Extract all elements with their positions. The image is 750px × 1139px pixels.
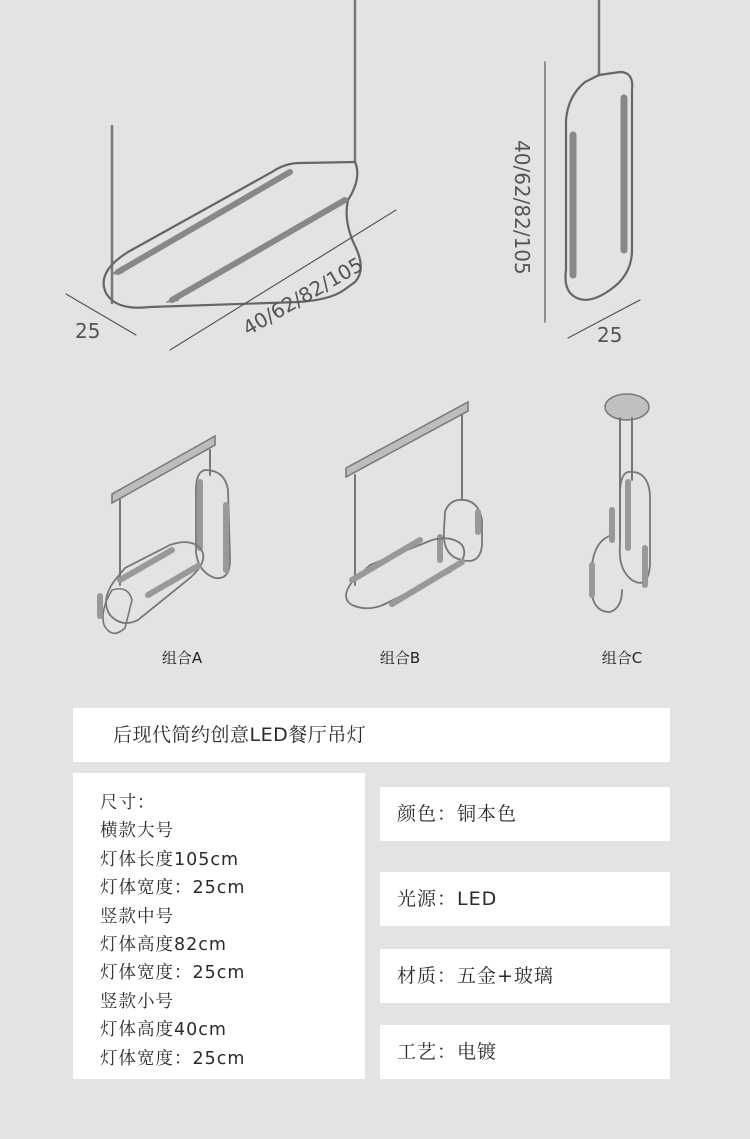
size-spec-card <box>73 773 365 1079</box>
horizontal-length-label: 40/62/82/105 <box>238 252 368 341</box>
material-attribute: 材质：五金+玻璃 <box>397 965 554 987</box>
combo-a-illustration <box>100 436 230 633</box>
horizontal-lamp-illustration <box>104 0 361 308</box>
spec-line: 灯体宽度：25cm <box>100 878 246 899</box>
product-title: 后现代简约创意LED餐厅吊灯 <box>113 724 367 746</box>
process-attribute: 工艺：电镀 <box>397 1041 498 1063</box>
combo-b-label: 组合B <box>379 649 421 667</box>
product-title-card <box>73 708 670 762</box>
combo-c-illustration <box>592 394 650 612</box>
spec-line: 灯体宽度：25cm <box>100 963 246 984</box>
vertical-depth-label: 25 <box>597 323 623 347</box>
spec-line: 横款大号 <box>100 821 174 842</box>
spec-line: 灯体长度105cm <box>100 849 240 870</box>
spec-line: 灯体宽度：25cm <box>100 1048 246 1069</box>
spec-line: 灯体高度82cm <box>100 935 227 956</box>
horizontal-depth-label: 25 <box>75 319 101 343</box>
material-attribute-card <box>380 949 670 1003</box>
spec-line: 竖款小号 <box>100 991 174 1012</box>
spec-line: 尺寸： <box>100 793 156 813</box>
light-source-attribute-card <box>380 872 670 926</box>
color-attribute: 颜色：铜本色 <box>397 803 518 825</box>
combo-b-illustration <box>346 402 482 608</box>
vertical-height-label: 40/62/82/105 <box>510 140 534 275</box>
combo-c-label: 组合C <box>601 649 643 667</box>
process-attribute-card <box>380 1025 670 1079</box>
spec-line: 竖款中号 <box>100 906 174 927</box>
vertical-lamp-illustration <box>565 0 632 300</box>
light-source-attribute: 光源：LED <box>397 888 498 910</box>
combo-a-label: 组合A <box>161 649 203 667</box>
spec-line: 灯体高度40cm <box>100 1020 227 1041</box>
color-attribute-card <box>380 787 670 841</box>
